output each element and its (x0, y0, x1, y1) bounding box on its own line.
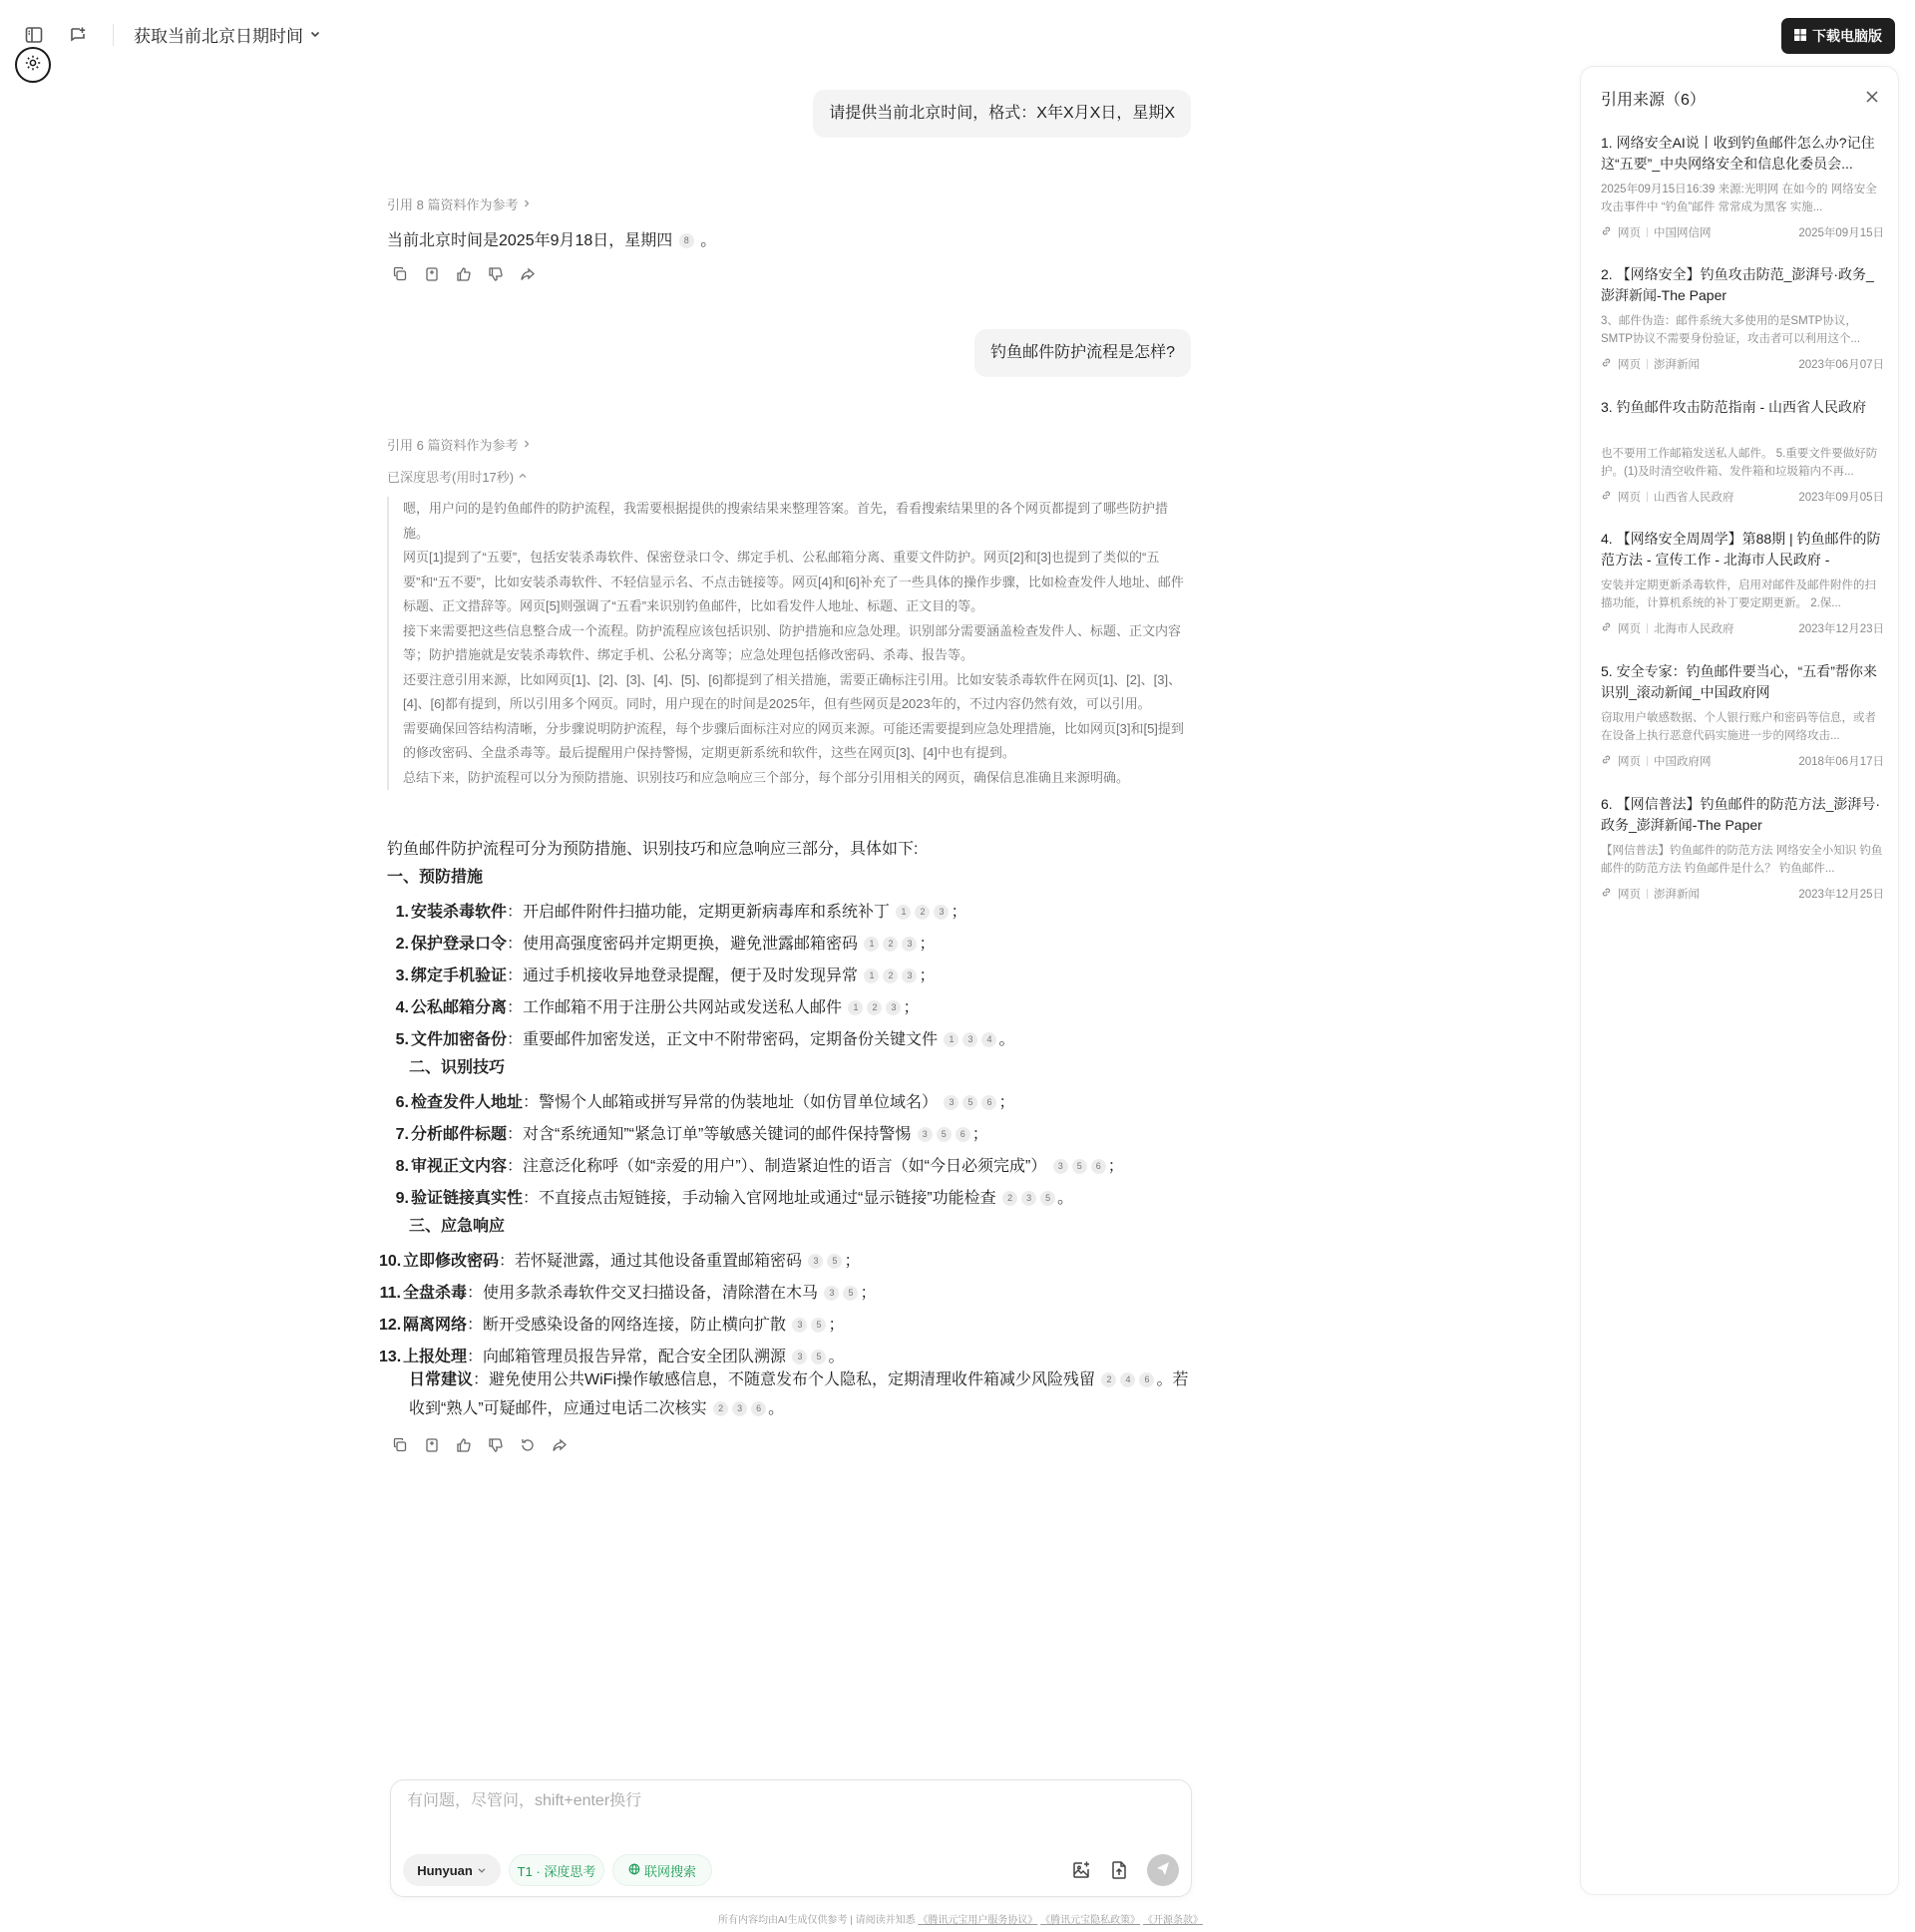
item-desc: ：向邮箱管理员报告异常，配合安全团队溯源 (467, 1349, 787, 1365)
windows-icon (1794, 28, 1806, 44)
item-desc: ：通过手机接收异地登录提醒，便于及时发现异常 (507, 967, 859, 984)
item-end: ； (903, 999, 920, 1016)
list-item (387, 1026, 1015, 1049)
citation-marker[interactable]: 3 (808, 1254, 823, 1269)
thinking-paragraph: 需要确保回答结构清晰，分步骤说明防护流程，每个步骤后面标注对应的网页来源。可能还需要提到应急处理措施，比如网页[3]和[5]提到的修改密码、全盘杀毒等。最后提醒用户保持警惕，定期更新系统和软件，这些在网页[3]、[4]中也有提到。 (403, 720, 1184, 760)
citation-marker[interactable]: 3 (792, 1318, 807, 1333)
item-term: 文件加密备份 (411, 1031, 508, 1048)
item-number: 2. (395, 936, 409, 953)
source-date: 2018年06月17日 (1798, 756, 1884, 768)
citation-marker[interactable]: 5 (811, 1350, 826, 1364)
item-desc: ：不直接点击短链接，手动输入官网地址或通过“显示链接”功能检查 (523, 1190, 996, 1207)
list-item (387, 963, 936, 985)
item-desc: ：警惕个人邮箱或拼写异常的伪装地址（如仿冒单位域名） (523, 1094, 939, 1111)
source-item[interactable] (1601, 264, 1884, 372)
item-number: 4. (395, 999, 409, 1016)
user-message-1: 请提供当前北京时间，格式：X年X月X日，星期X (813, 90, 1191, 138)
send-arrow-icon (1155, 1860, 1171, 1881)
source-date: 2023年12月23日 (1798, 623, 1884, 635)
list-item (387, 1153, 1124, 1176)
source-item[interactable] (1601, 133, 1884, 240)
source-date: 2023年06月07日 (1798, 359, 1884, 371)
thinking-paragraph: 接下来需要把这些信息整合成一个流程。防护流程应该包括识别、防护措施和应急处理。识别部分需要涵盖检查发件人、标题、正文内容等；防护措施就是安装杀毒软件、绑定手机、公私分离等；应急处理包括修改密码、杀毒、报告等。 (403, 622, 1182, 662)
section-heading: 二、识别技巧 (409, 1059, 506, 1076)
file-upload-icon[interactable] (1107, 1858, 1131, 1882)
download-desktop-button[interactable] (1781, 18, 1895, 54)
open-source-link[interactable]: 《开源条款》 (1142, 1915, 1203, 1926)
thinking-paragraph: 网页[1]提到了“五要”，包括安装杀毒软件、保密登录口令、绑定手机、公私邮箱分离、重要文件防护。网页[2]和[3]也提到了类似的“五要”和“五不要”，比如安装杀毒软件、不轻信显示名、不点击链接等。网页[4]和[6]补充了一些具体的操作步骤，比如检查发件人地址、邮件标题、正文措辞等。网页[5]则强调了“五看”来识别钓鱼邮件，比如看发件人地址、标题、正文目的等。 (403, 550, 1184, 613)
reference-count-1-text: 引用 8 篇资料作为参考 (387, 197, 519, 212)
item-term: 分析邮件标题 (411, 1126, 508, 1143)
item-end: ； (860, 1285, 877, 1302)
citation-marker[interactable]: 5 (962, 1095, 977, 1110)
citation-marker[interactable]: 6 (751, 1401, 766, 1416)
source-snippet: 也不要用工作邮箱发送私人邮件。 5.重要文件要做好防护。(1)及时清空收件箱、发件箱和垃圾箱内不再... (1601, 448, 1878, 478)
tip-desc-2: 。若收到“熟人”可疑邮件，应通过电话二次核实 (409, 1371, 1189, 1417)
tip-desc: ：避免使用公共WiFi操作敏感信息，不随意发布个人隐私，定期清理收件箱减少风险残留 (473, 1371, 1096, 1388)
item-end: ； (919, 936, 936, 953)
item-term: 保护登录口令 (411, 936, 508, 953)
source-meta (1601, 620, 1884, 636)
item-end: 。 (998, 1031, 1015, 1048)
chevron-up-icon (518, 469, 528, 484)
list-item (387, 1121, 988, 1144)
source-meta (1601, 886, 1884, 902)
reference-count-2-text: 引用 6 篇资料作为参考 (387, 438, 519, 453)
list-item (387, 1089, 1015, 1112)
tip-term: 日常建议 (409, 1371, 474, 1388)
section-heading: 三、应急响应 (409, 1218, 506, 1235)
item-number: 10. (379, 1253, 402, 1270)
citation-marker[interactable]: 2 (883, 968, 898, 983)
item-desc: ：工作邮箱不用于注册公共网站或发送私人邮件 (507, 999, 843, 1016)
citation-marker[interactable]: 5 (827, 1254, 842, 1269)
citation-marker[interactable]: 1 (864, 937, 879, 952)
terms-link[interactable]: 《腾讯元宝用户服务协议》 (918, 1915, 1038, 1926)
citation-marker[interactable]: 3 (792, 1350, 807, 1364)
meta-divider (1647, 359, 1648, 369)
citation-marker[interactable]: 6 (956, 1127, 970, 1142)
item-desc: ：断开受感染设备的网络连接，防止横向扩散 (467, 1317, 787, 1334)
item-end: ； (998, 1094, 1015, 1111)
image-upload-icon[interactable] (1069, 1858, 1093, 1882)
list-item (379, 1280, 877, 1303)
link-icon (1601, 754, 1612, 768)
meta-divider (1647, 756, 1648, 766)
source-type: 网页 (1618, 623, 1641, 635)
citation-marker[interactable]: 4 (1120, 1372, 1135, 1387)
source-snippet: 3、邮件伪造：邮件系统大多使用的是SMTP协议，SMTP协议不需要身份验证，攻击者可以利用这个... (1601, 315, 1861, 345)
source-type: 网页 (1618, 756, 1641, 768)
item-desc: ：注意泛化称呼（如“亲爱的用户”）、制造紧迫性的语言（如“今日必须完成”） (507, 1158, 1047, 1175)
source-date: 2025年09月15日 (1798, 227, 1884, 239)
citation-marker[interactable]: 2 (883, 937, 898, 952)
item-number: 3. (395, 967, 409, 984)
chevron-right-icon (522, 437, 532, 452)
meta-divider (1647, 623, 1648, 633)
share-icon[interactable] (519, 265, 537, 283)
item-term: 立即修改密码 (403, 1253, 500, 1270)
tip-end: 。 (768, 1400, 785, 1417)
item-end: ； (828, 1317, 845, 1334)
item-term: 上报处理 (403, 1349, 468, 1365)
citation-marker[interactable]: 2 (1002, 1191, 1017, 1206)
thumbs-up-icon[interactable] (455, 265, 473, 283)
new-chat-icon[interactable] (67, 24, 89, 46)
thinking-toggle[interactable] (387, 467, 528, 486)
source-item[interactable] (1601, 397, 1884, 505)
citation-marker[interactable]: 8 (679, 233, 694, 248)
item-term: 全盘杀毒 (403, 1285, 468, 1302)
item-number: 6. (395, 1094, 409, 1111)
source-site: 山西省人民政府 (1654, 492, 1734, 504)
citation-marker[interactable]: 2 (915, 905, 930, 920)
privacy-link[interactable]: 《腾讯元宝隐私政策》 (1040, 1915, 1141, 1926)
citation-marker[interactable]: 2 (867, 1000, 882, 1015)
source-snippet: 窃取用户敏感数据、个人银行账户和密码等信息，或者在设备上执行恶意代码实施进一步的网络攻击... (1601, 712, 1876, 742)
source-site: 澎湃新闻 (1654, 359, 1700, 371)
assistant-answer-1-text: 当前北京时间是2025年9月18日，星期四 (387, 232, 673, 249)
item-end: ； (951, 904, 967, 921)
source-date: 2023年12月25日 (1798, 889, 1884, 901)
web-search-toggle[interactable] (612, 1854, 712, 1886)
list-item (387, 931, 936, 954)
source-snippet: 安装并定期更新杀毒软件，启用对邮件及邮件附件的扫描功能，计算机系统的补丁要定期更新。 2.保... (1601, 580, 1876, 609)
daily-tip (409, 1365, 1191, 1423)
bookmark-icon[interactable] (423, 1436, 441, 1454)
citation-marker[interactable]: 6 (981, 1095, 996, 1110)
list-item (387, 899, 967, 922)
citation-marker[interactable]: 5 (937, 1127, 952, 1142)
close-icon[interactable] (1864, 89, 1880, 105)
item-number: 12. (379, 1317, 402, 1334)
chat-input[interactable] (407, 1792, 1175, 1810)
citation-marker[interactable]: 3 (902, 968, 917, 983)
item-number: 9. (395, 1190, 409, 1207)
list-item (379, 1312, 845, 1335)
source-title: 5. 安全专家：钓鱼邮件要当心，“五看”帮你来识别_滚动新闻_中国政府网 (1601, 663, 1877, 700)
source-type: 网页 (1618, 889, 1641, 901)
citation-marker[interactable]: 2 (713, 1401, 728, 1416)
item-term: 验证链接真实性 (411, 1190, 524, 1207)
link-icon (1601, 490, 1612, 504)
source-item[interactable] (1601, 794, 1884, 902)
meta-divider (1647, 227, 1648, 237)
regenerate-icon[interactable] (519, 1436, 537, 1454)
citation-marker[interactable]: 4 (981, 1032, 996, 1047)
thumbs-up-icon[interactable] (455, 1436, 473, 1454)
thumbs-down-icon[interactable] (487, 265, 505, 283)
citation-marker[interactable]: 5 (843, 1286, 858, 1301)
assistant-answer-1 (387, 227, 716, 250)
model-selector[interactable] (403, 1854, 501, 1886)
conversation-title-text: 获取当前北京日期时间 (134, 27, 303, 46)
user-message-2: 钓鱼邮件防护流程是怎样? (974, 329, 1191, 377)
source-title: 1. 网络安全AI说丨收到钓鱼邮件怎么办?记住这“五要”_中央网络安全和信息化委员会... (1601, 135, 1875, 172)
list-item (387, 994, 920, 1017)
chat-input-box (390, 1779, 1192, 1897)
link-icon (1601, 357, 1612, 371)
source-meta (1601, 489, 1884, 505)
toolbar-divider (113, 24, 114, 46)
model-selector-label: Hunyuan (417, 1862, 473, 1878)
conversation-title[interactable] (134, 22, 321, 47)
item-number: 7. (395, 1126, 409, 1143)
list-item (379, 1344, 845, 1366)
meta-divider (1647, 889, 1648, 899)
chevron-right-icon (522, 196, 532, 211)
item-desc: ：开启邮件附件扫描功能，定期更新病毒库和系统补丁 (507, 904, 891, 921)
source-type: 网页 (1618, 359, 1641, 371)
web-search-label: 联网搜索 (643, 1863, 696, 1879)
citation-marker[interactable]: 1 (864, 968, 879, 983)
answer-1-actions (391, 265, 537, 283)
gear-icon (24, 54, 42, 77)
answer-2-actions (391, 1436, 569, 1454)
citation-marker[interactable]: 1 (848, 1000, 863, 1015)
source-site: 北海市人民政府 (1654, 623, 1734, 635)
item-number: 13. (379, 1349, 402, 1365)
item-desc: ：使用多款杀毒软件交叉扫描设备，清除潜在木马 (467, 1285, 819, 1302)
citation-marker[interactable]: 3 (732, 1401, 747, 1416)
citation-marker[interactable]: 1 (896, 905, 911, 920)
item-number: 8. (395, 1158, 409, 1175)
citation-marker[interactable]: 3 (886, 1000, 901, 1015)
item-end: 。 (1057, 1190, 1074, 1207)
citation-marker[interactable]: 3 (1053, 1159, 1068, 1174)
meta-divider (1647, 492, 1648, 502)
source-title: 2. 【网络安全】钓鱼攻击防范_澎湃号·政务_澎湃新闻-The Paper (1601, 266, 1874, 303)
source-snippet: 2025年09月15日16:39 来源:光明网 在如今的 网络安全攻击事件中 “钓鱼”邮件 常常成为黑客 实施... (1601, 184, 1877, 213)
source-site: 中国政府网 (1654, 756, 1712, 768)
share-icon[interactable] (551, 1436, 569, 1454)
thinking-toggle-label: 已深度思考(用时17秒) (387, 470, 515, 485)
item-desc: ：若怀疑泄露，通过其他设备重置邮箱密码 (499, 1253, 803, 1270)
send-button[interactable] (1147, 1854, 1179, 1886)
source-title: 6. 【网信普法】钓鱼邮件的防范方法_澎湃号·政务_澎湃新闻-The Paper (1601, 796, 1881, 833)
thinking-content (387, 497, 1191, 790)
item-term: 安装杀毒软件 (411, 904, 508, 921)
item-number: 5. (395, 1031, 409, 1048)
source-meta (1601, 356, 1884, 372)
sidebar-toggle-icon[interactable] (23, 24, 45, 46)
source-meta (1601, 224, 1884, 240)
deep-think-toggle[interactable] (509, 1854, 604, 1886)
item-end: ； (971, 1126, 988, 1143)
citation-marker[interactable]: 3 (902, 937, 917, 952)
source-site: 中国网信网 (1654, 227, 1712, 239)
citation-marker[interactable]: 3 (824, 1286, 839, 1301)
link-icon (1601, 225, 1612, 239)
item-desc: ：使用高强度密码并定期更换，避免泄露邮箱密码 (507, 936, 859, 953)
chevron-down-icon (309, 25, 321, 45)
chevron-down-icon (477, 1863, 487, 1878)
source-type: 网页 (1618, 492, 1641, 504)
link-icon (1601, 887, 1612, 901)
thinking-paragraph: 嗯，用户问的是钓鱼邮件的防护流程，我需要根据提供的搜索结果来整理答案。首先，看看搜索结果里的各个网页都提到了哪些防护措施。 (403, 501, 1169, 541)
footer-disclaimer-text: 所有内容均由AI生成仅供参考 | 请阅读并知悉 (718, 1915, 916, 1926)
item-term: 绑定手机验证 (411, 967, 508, 984)
item-term: 审视正文内容 (411, 1158, 508, 1175)
item-term: 隔离网络 (403, 1317, 468, 1334)
footer-disclaimer (718, 1911, 1203, 1926)
section-heading: 一、预防措施 (387, 869, 484, 886)
citation-marker[interactable]: 3 (944, 1095, 958, 1110)
citation-marker[interactable]: 6 (1091, 1159, 1106, 1174)
citation-marker[interactable]: 1 (944, 1032, 958, 1047)
bookmark-icon[interactable] (423, 265, 441, 283)
settings-button[interactable] (15, 47, 51, 83)
reference-count-2[interactable] (387, 435, 532, 454)
sources-panel-title: 引用来源（6） (1601, 92, 1706, 109)
citation-marker[interactable]: 3 (962, 1032, 977, 1047)
citation-marker[interactable]: 5 (811, 1318, 826, 1333)
item-end: ； (919, 967, 936, 984)
source-meta (1601, 753, 1884, 769)
citation-marker[interactable]: 6 (1139, 1372, 1154, 1387)
item-term: 检查发件人地址 (411, 1094, 524, 1111)
item-end: ； (844, 1253, 861, 1270)
item-end: ； (1107, 1158, 1124, 1175)
source-type: 网页 (1618, 227, 1641, 239)
citation-marker[interactable]: 2 (1101, 1372, 1116, 1387)
citation-marker[interactable]: 5 (1072, 1159, 1087, 1174)
list-item (379, 1248, 861, 1271)
sources-panel (1580, 66, 1899, 1895)
source-item[interactable] (1601, 661, 1884, 769)
item-number: 11. (379, 1285, 401, 1302)
list-item (387, 1185, 1073, 1208)
citation-marker[interactable]: 3 (1021, 1191, 1036, 1206)
download-desktop-label: 下载电脑版 (1812, 28, 1882, 44)
item-term: 公私邮箱分离 (411, 999, 508, 1016)
reference-count-1[interactable] (387, 194, 532, 213)
answer-intro: 钓鱼邮件防护流程可分为预防措施、识别技巧和应急响应三部分，具体如下: (387, 841, 919, 858)
source-item[interactable] (1601, 529, 1884, 636)
copy-icon[interactable] (391, 1436, 409, 1454)
citation-marker[interactable]: 3 (934, 905, 949, 920)
top-bar (0, 0, 1915, 70)
source-snippet: 【网信普法】钓鱼邮件的防范方法 网络安全小知识 钓鱼邮件的防范方法 钓鱼邮件是什么？ 钓鱼邮件... (1601, 845, 1883, 875)
item-end: 。 (828, 1349, 845, 1365)
source-site: 澎湃新闻 (1654, 889, 1700, 901)
copy-icon[interactable] (391, 265, 409, 283)
source-title: 4. 【网络安全周周学】第88期 | 钓鱼邮件的防范方法 - 宣传工作 - 北海市人民政府 - (1601, 531, 1881, 568)
assistant-answer-1-end: 。 (700, 232, 717, 249)
thinking-paragraph: 总结下来，防护流程可以分为预防措施、识别技巧和应急响应三个部分，每个部分引用相关的网页，确保信息准确且来源明确。 (403, 769, 1130, 785)
thinking-paragraph: 还要注意引用来源，比如网页[1]、[2]、[3]、[4]、[5]、[6]都提到了相关措施，需要正确标注引用。比如安装杀毒软件在网页[1]、[2]、[3]、[4]、[6]都有提到，所以引用多个网页。同时，用户现在的时间是2025年，但有些网页是2023年的，不过内容仍然有效，可以引用。 (403, 671, 1182, 711)
thumbs-down-icon[interactable] (487, 1436, 505, 1454)
citation-marker[interactable]: 5 (1040, 1191, 1055, 1206)
deep-think-label: T1 · 深度思考 (517, 1863, 596, 1879)
link-icon (1601, 621, 1612, 635)
citation-marker[interactable]: 3 (918, 1127, 933, 1142)
source-date: 2023年09月05日 (1798, 492, 1884, 504)
globe-icon (628, 1863, 640, 1878)
source-title: 3. 钓鱼邮件攻击防范指南 - 山西省人民政府 (1601, 399, 1867, 415)
item-desc: ：对含“系统通知”“紧急订单”等敏感关键词的邮件保持警惕 (507, 1126, 912, 1143)
item-desc: ：重要邮件加密发送，正文中不附带密码，定期备份关键文件 (507, 1031, 939, 1048)
item-number: 1. (395, 904, 409, 921)
